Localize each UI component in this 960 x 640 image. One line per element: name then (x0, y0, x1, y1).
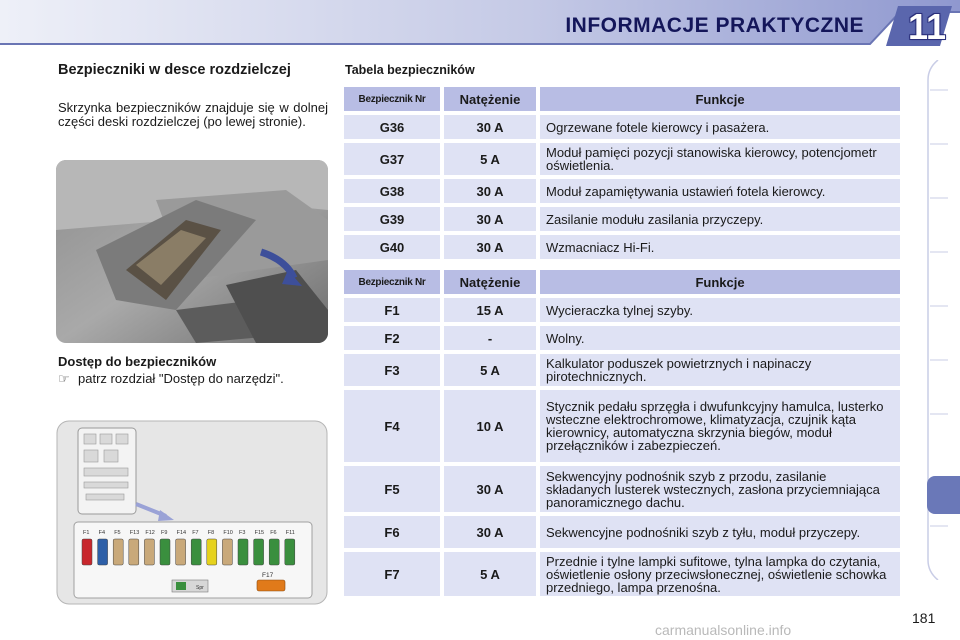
fuse-current-cell: 10 A (444, 386, 536, 462)
fuse-number-cell: G36 (344, 111, 440, 139)
pointing-hand-icon: ☞ (58, 371, 70, 386)
fuse-label: F14 (176, 530, 187, 536)
access-heading: Dostęp do bezpieczników (58, 354, 217, 369)
fuse-label: F3 (239, 530, 246, 536)
fuse-current-cell: 5 A (444, 139, 536, 175)
fuse (207, 539, 217, 565)
chapter-number: 11 (908, 6, 947, 47)
fuse-current-cell: 30 A (444, 203, 536, 231)
header-fuse-number: Bezpiecznik Nr (344, 270, 440, 294)
fuse (254, 539, 264, 565)
fuse-label: F1 (83, 530, 90, 536)
fuse-label: F11 (285, 530, 295, 536)
fuse-label: F6 (270, 530, 277, 536)
fuse-function-cell: Sekwencyjny podnośnik szyb z przodu, zasilanie składanych lusterek wstecznych, zasłona przyciemniająca panoramicznego dachu. (540, 462, 900, 512)
fuse-current-cell: 30 A (444, 512, 536, 548)
fuse-box-photo (56, 160, 328, 343)
table-row (344, 231, 900, 259)
fuse (285, 539, 295, 565)
fuse-function-cell: Stycznik pedału sprzęgła i dwufunkcyjny hamulca, lusterko wsteczne elektrochromowe, klimatyzacja, czujnik kąta kierownicy, automatyczna skrzynia biegów, moduł przełączników i zabezpieczeń. (540, 386, 900, 462)
fuse (129, 539, 139, 565)
table-row (344, 462, 900, 512)
fuse-label: F13 (129, 530, 140, 536)
spare-fuse-label: Spr (196, 585, 204, 591)
fuse (160, 539, 170, 565)
header-functions: Funkcje (540, 87, 900, 111)
fuse-function-cell: Sekwencyjne podnośniki szyb z tyłu, moduł przyczepy. (540, 512, 900, 548)
fuse-label: F4 (98, 530, 106, 536)
table-row (344, 350, 900, 386)
fuse-function-cell: Wzmacniacz Hi-Fi. (540, 231, 900, 259)
table-row (344, 203, 900, 231)
fuse-number-cell: F7 (344, 548, 440, 596)
fuse (238, 539, 248, 565)
fuse-label: F15 (254, 530, 265, 536)
fuse (269, 539, 279, 565)
fuse (113, 539, 123, 565)
fuse-table-g (340, 87, 904, 259)
fuse-f17 (257, 580, 285, 591)
table-row (344, 322, 900, 350)
fuse (176, 539, 186, 565)
fuse-number-cell: F3 (344, 350, 440, 386)
header-fuse-number: Bezpiecznik Nr (344, 87, 440, 111)
active-chapter-tab[interactable] (927, 476, 960, 514)
table-row (344, 175, 900, 203)
section-title: Bezpieczniki w desce rozdzielczej (58, 62, 291, 78)
table-row (344, 111, 900, 139)
fuse-number-cell: F1 (344, 294, 440, 322)
fuse (144, 539, 154, 565)
fuse-current-cell: 5 A (444, 548, 536, 596)
table-row (344, 386, 900, 462)
fuse-label: F12 (145, 530, 155, 536)
chapter-header (0, 0, 960, 50)
fuse (222, 539, 232, 565)
chapter-title: INFORMACJE PRAKTYCZNE (565, 14, 864, 37)
table-row (344, 548, 900, 596)
header-functions: Funkcje (540, 270, 900, 294)
table-title: Tabela bezpieczników (345, 63, 475, 77)
header-current: Natężenie (444, 87, 536, 111)
fuse-label: F5 (114, 530, 121, 536)
fuse-current-cell: 5 A (444, 350, 536, 386)
watermark: carmanualsonline.info (655, 622, 792, 638)
fuse-layout-diagram (56, 420, 328, 605)
fuse-number-cell: G37 (344, 139, 440, 175)
fuse-label: F8 (207, 530, 215, 536)
fuse-current-cell: 30 A (444, 462, 536, 512)
fuse-function-cell: Moduł zapamiętywania ustawień fotela kierowcy. (540, 175, 900, 203)
fuse (191, 539, 201, 565)
fuse-label: F10 (223, 530, 233, 536)
fuse-f17-label: F17 (262, 572, 274, 579)
fuse-number-cell: F5 (344, 462, 440, 512)
fuse-current-cell: 15 A (444, 294, 536, 322)
fuse-function-cell: Zasilanie modułu zasilania przyczepy. (540, 203, 900, 231)
fuse-function-cell: Wycieraczka tylnej szyby. (540, 294, 900, 322)
fuse-number-cell: G40 (344, 231, 440, 259)
fuse-function-cell: Kalkulator poduszek powietrznych i napinaczy pirotechnicznych. (540, 350, 900, 386)
fuse (98, 539, 108, 565)
page-number: 181 (912, 610, 936, 626)
fuse-function-cell: Moduł pamięci pozycji stanowiska kierowcy, potencjometr oświetlenia. (540, 139, 900, 175)
access-note-text: patrz rozdział "Dostęp do narzędzi". (78, 371, 284, 386)
fuse (82, 539, 92, 565)
fuse-number-cell: F2 (344, 322, 440, 350)
fuse-current-cell: 30 A (444, 111, 536, 139)
fuse-label: F9 (161, 530, 168, 536)
table-row (344, 512, 900, 548)
fuse-current-cell: 30 A (444, 175, 536, 203)
fuse-current-cell: 30 A (444, 231, 536, 259)
table-row (344, 294, 900, 322)
fuse-number-cell: F4 (344, 386, 440, 462)
fuse-function-cell: Ogrzewane fotele kierowcy i pasażera. (540, 111, 900, 139)
fuse-function-cell: Przednie i tylne lampki sufitowe, tylna lampka do czytania, oświetlenie osłony przeciwsłonecznej, oświetlenie schowka przedniego, lampa przenośna. (540, 548, 900, 596)
fuse-current-cell: - (444, 322, 536, 350)
intro-paragraph: Skrzynka bezpieczników znajduje się w dolnej części deski rozdzielczej (po lewej stronie). (58, 100, 328, 129)
fuse-function-cell: Wolny. (540, 322, 900, 350)
fuse-number-cell: F6 (344, 512, 440, 548)
table-row (344, 139, 900, 175)
header-current: Natężenie (444, 270, 536, 294)
fuse-table-f (340, 270, 904, 596)
fuse-number-cell: G38 (344, 175, 440, 203)
fuse-label: F7 (192, 530, 199, 536)
access-note (58, 371, 284, 387)
fuse-number-cell: G39 (344, 203, 440, 231)
